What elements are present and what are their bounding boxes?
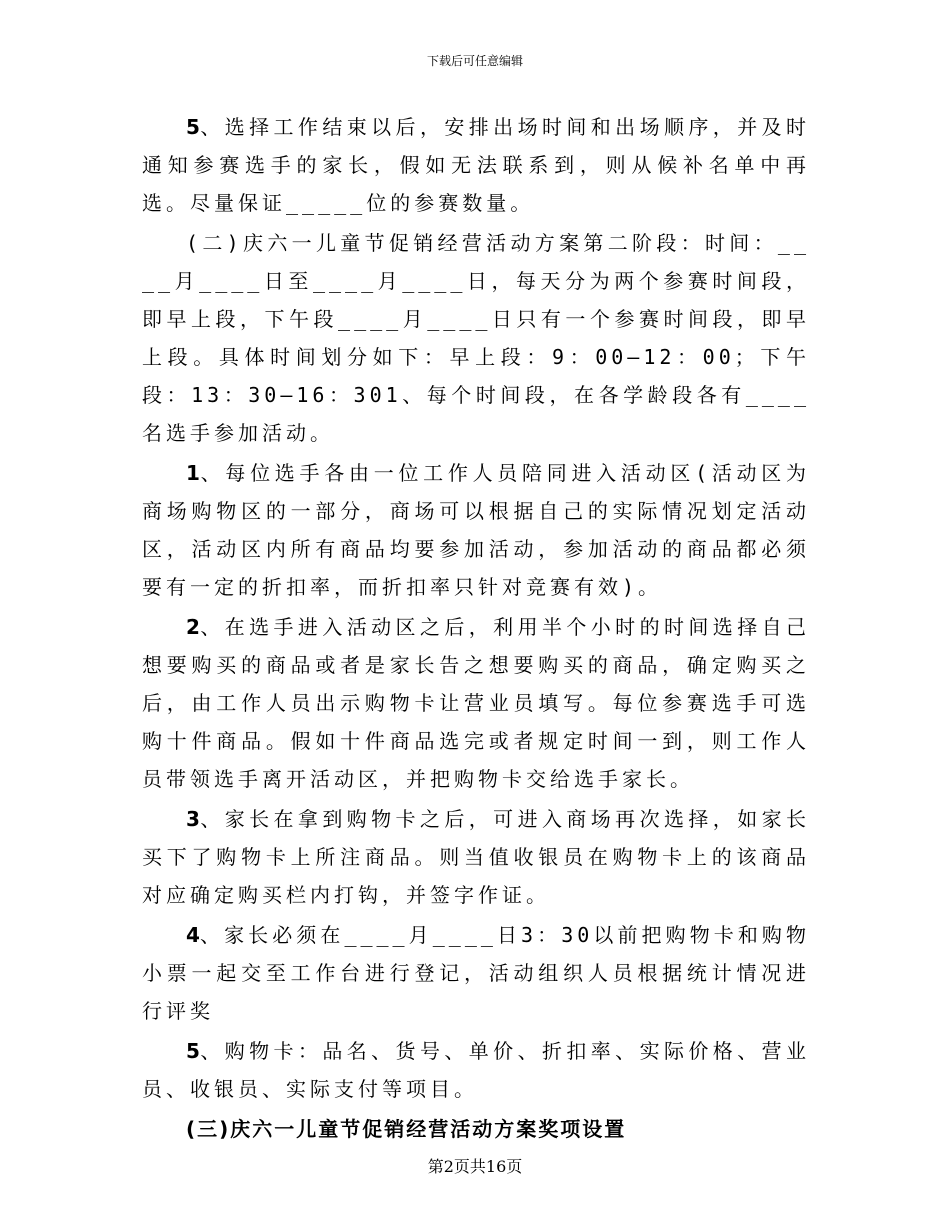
paragraph-item-5-selection xyxy=(142,108,810,222)
paragraph-text: 、在选手进入活动区之后，利用半个小时的时间选择自己想要购买的商品或者是家长告之想要购买的商品，确定购买之后，由工作人员出示购物卡让营业员填写。每位参赛选手可选购十件商品。假如十件商品选完或者规定时间一到，则工作人员带领选手离开活动区，并把购物卡交给选手家长。 xyxy=(142,615,810,791)
page-header: 下载后可任意编辑 xyxy=(426,54,523,68)
document-body xyxy=(142,108,810,1148)
paragraph-stage-two xyxy=(142,224,810,452)
paragraph-item-1 xyxy=(142,454,810,606)
item-number: 1 xyxy=(186,461,200,485)
paragraph-text: 、家长必须在____月____日3：30以前把购物卡和购物小票一起交至工作台进行登记，活动组织人员根据统计情况进行评奖 xyxy=(142,923,810,1023)
item-number: 5 xyxy=(186,115,200,139)
paragraph-item-2 xyxy=(142,608,810,798)
item-number: 3 xyxy=(186,807,200,831)
paragraph-item-4 xyxy=(142,916,810,1030)
paragraph-text: 、选择工作结束以后，安排出场时间和出场顺序，并及时通知参赛选手的家长，假如无法联系到，则从候补名单中再选。尽量保证_____位的参赛数量。 xyxy=(142,115,810,215)
paragraph-text: 、每位选手各由一位工作人员陪同进入活动区(活动区为商场购物区的一部分，商场可以根据自己的实际情况划定活动区，活动区内所有商品均要参加活动，参加活动的商品都必须要有一定的折扣率，而折扣率只针对竞赛有效)。 xyxy=(142,461,810,599)
section-heading-awards: (三)庆六一儿童节促销经营活动方案奖项设置 xyxy=(186,1117,627,1141)
paragraph-text: 、家长在拿到购物卡之后，可进入商场再次选择，如家长买下了购物卡上所注商品。则当值收银员在购物卡上的该商品对应确定购买栏内打钩，并签字作证。 xyxy=(142,807,810,907)
paragraph-item-5-card xyxy=(142,1032,810,1108)
paragraph-text: 、购物卡：品名、货号、单价、折扣率、实际价格、营业员、收银员、实际支付等项目。 xyxy=(142,1039,810,1101)
paragraph-text: (二)庆六一儿童节促销经营活动方案第二阶段：时间：____月____日至____月____日，每天分为两个参赛时间段，即早上段，下午段____月____日只有一个参赛时间段，即早上段。具体时间划分如下：早上段：9：00—12：00；下午段：13：30—16：301、每个时间段，在各学龄段各有____名选手参加活动。 xyxy=(142,231,810,445)
item-number: 4 xyxy=(186,923,200,947)
paragraph-item-3 xyxy=(142,800,810,914)
page-footer: 第2页共16页 xyxy=(427,1157,523,1176)
item-number: 2 xyxy=(186,615,200,639)
item-number: 5 xyxy=(186,1039,200,1063)
